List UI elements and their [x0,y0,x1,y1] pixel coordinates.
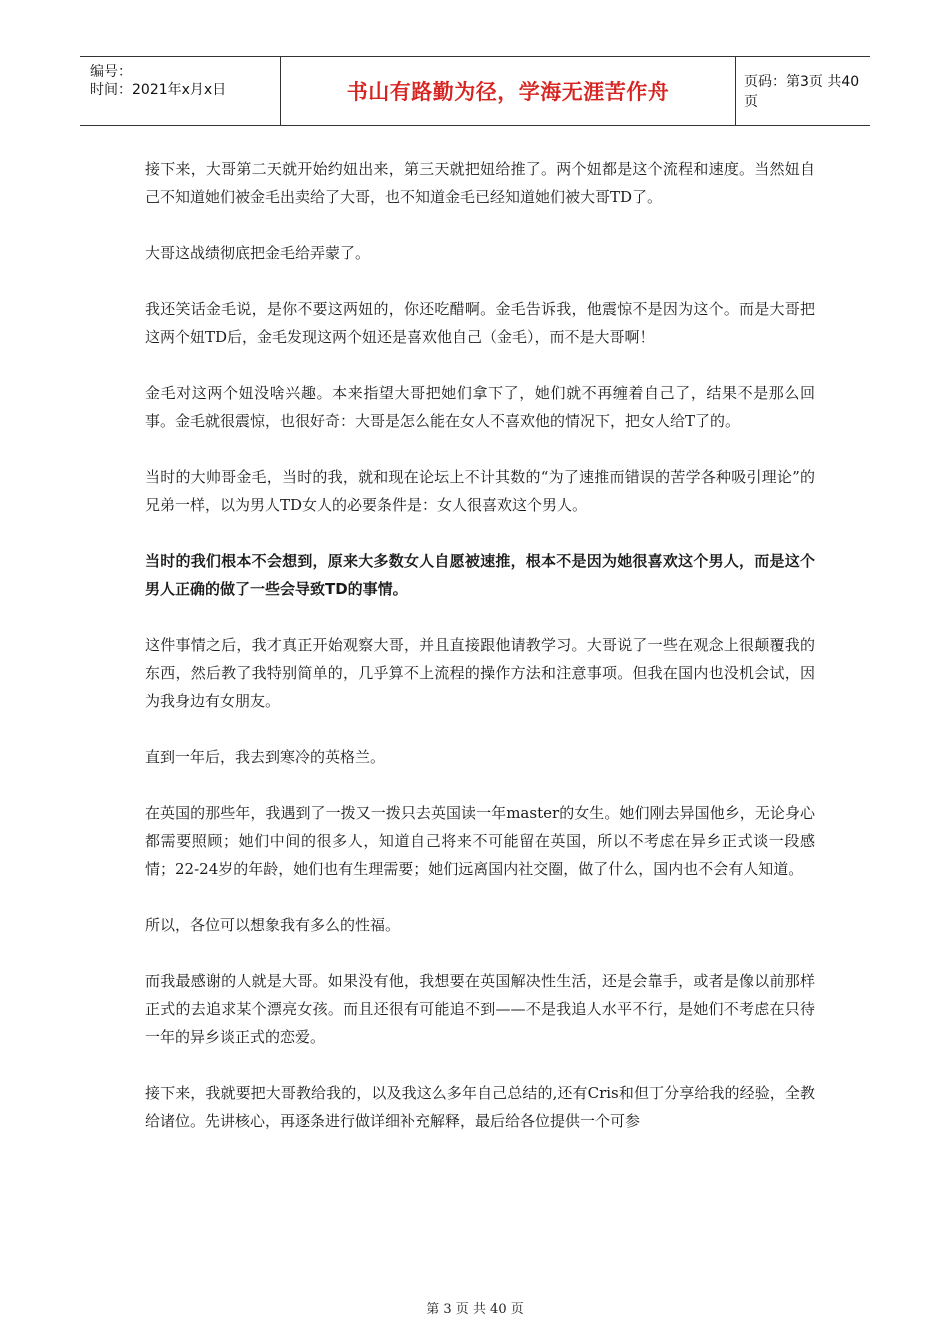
header-motto-cell [280,57,736,125]
paragraph: 而我最感谢的人就是大哥。如果没有他，我想要在英国解决性生活，还是会靠手，或者是像以前那样正式的去追求某个漂亮女孩。而且还很有可能追不到——不是我追人水平不行，是她们不考虑在只待一年的异乡谈正式的恋爱。 [145,972,815,1046]
document-body [145,155,815,1163]
header-meta-cell [80,57,280,125]
paragraph: 金毛对这两个妞没啥兴趣。本来指望大哥把她们拿下了，她们就不再缠着自己了，结果不是那么回事。金毛就很震惊，也很好奇：大哥是怎么能在女人不喜欢他的情况下，把女人给T了的。 [145,384,815,430]
header-motto: 书山有路勤为径，学海无涯苦作舟 [346,80,670,104]
document-date-label: 时间：2021年x月x日 [90,82,227,98]
paragraph: 大哥这战绩彻底把金毛给弄蒙了。 [145,244,371,262]
bold-paragraph: 当时的我们根本不会想到，原来大多数女人自愿被速推，根本不是因为她很喜欢这个男人，而是这个男人正确的做了一些会导致TD的事情。 [145,552,815,598]
paragraph: 所以，各位可以想象我有多么的性福。 [145,916,401,934]
paragraph: 在英国的那些年，我遇到了一拨又一拨只去英国读一年master的女生。她们刚去异国他乡，无论身心都需要照顾；她们中间的很多人，知道自己将来不可能留在英国，所以不考虑在异乡正式谈一段感情；22-24岁的年龄，她们也有生理需要；她们远离国内社交圈，做了什么，国内也不会有人知道。 [145,804,815,878]
paragraph: 接下来，大哥第二天就开始约妞出来，第三天就把妞给推了。两个妞都是这个流程和速度。当然妞自己不知道她们被金毛出卖给了大哥，也不知道金毛已经知道她们被大哥TD了。 [145,160,815,206]
header-page-info: 页码：第3页 共40页 [744,74,860,110]
header-page-cell [736,57,870,125]
paragraph: 这件事情之后，我才真正开始观察大哥，并且直接跟他请教学习。大哥说了一些在观念上很颠覆我的东西，然后教了我特别简单的，几乎算不上流程的操作方法和注意事项。但我在国内也没机会试，因为我身边有女朋友。 [145,636,815,710]
document-header [80,56,870,126]
paragraph: 直到一年后，我去到寒冷的英格兰。 [145,748,386,766]
document-number-label: 编号： [90,64,132,80]
paragraph: 接下来，我就要把大哥教给我的，以及我这么多年自己总结的,还有Cris和但丁分享给我的经验，全教给诸位。先讲核心，再逐条进行做详细补充解释，最后给各位提供一个可参 [145,1084,815,1130]
paragraph: 我还笑话金毛说，是你不要这两妞的，你还吃醋啊。金毛告诉我，他震惊不是因为这个。而是大哥把这两个妞TD后，金毛发现这两个妞还是喜欢他自己（金毛），而不是大哥啊！ [145,300,815,346]
paragraph: 当时的大帅哥金毛，当时的我，就和现在论坛上不计其数的“为了速推而错误的苦学各种吸引理论”的兄弟一样，以为男人TD女人的必要条件是：女人很喜欢这个男人。 [145,468,815,514]
page-footer: 第 3 页 共 40 页 [426,1302,524,1317]
